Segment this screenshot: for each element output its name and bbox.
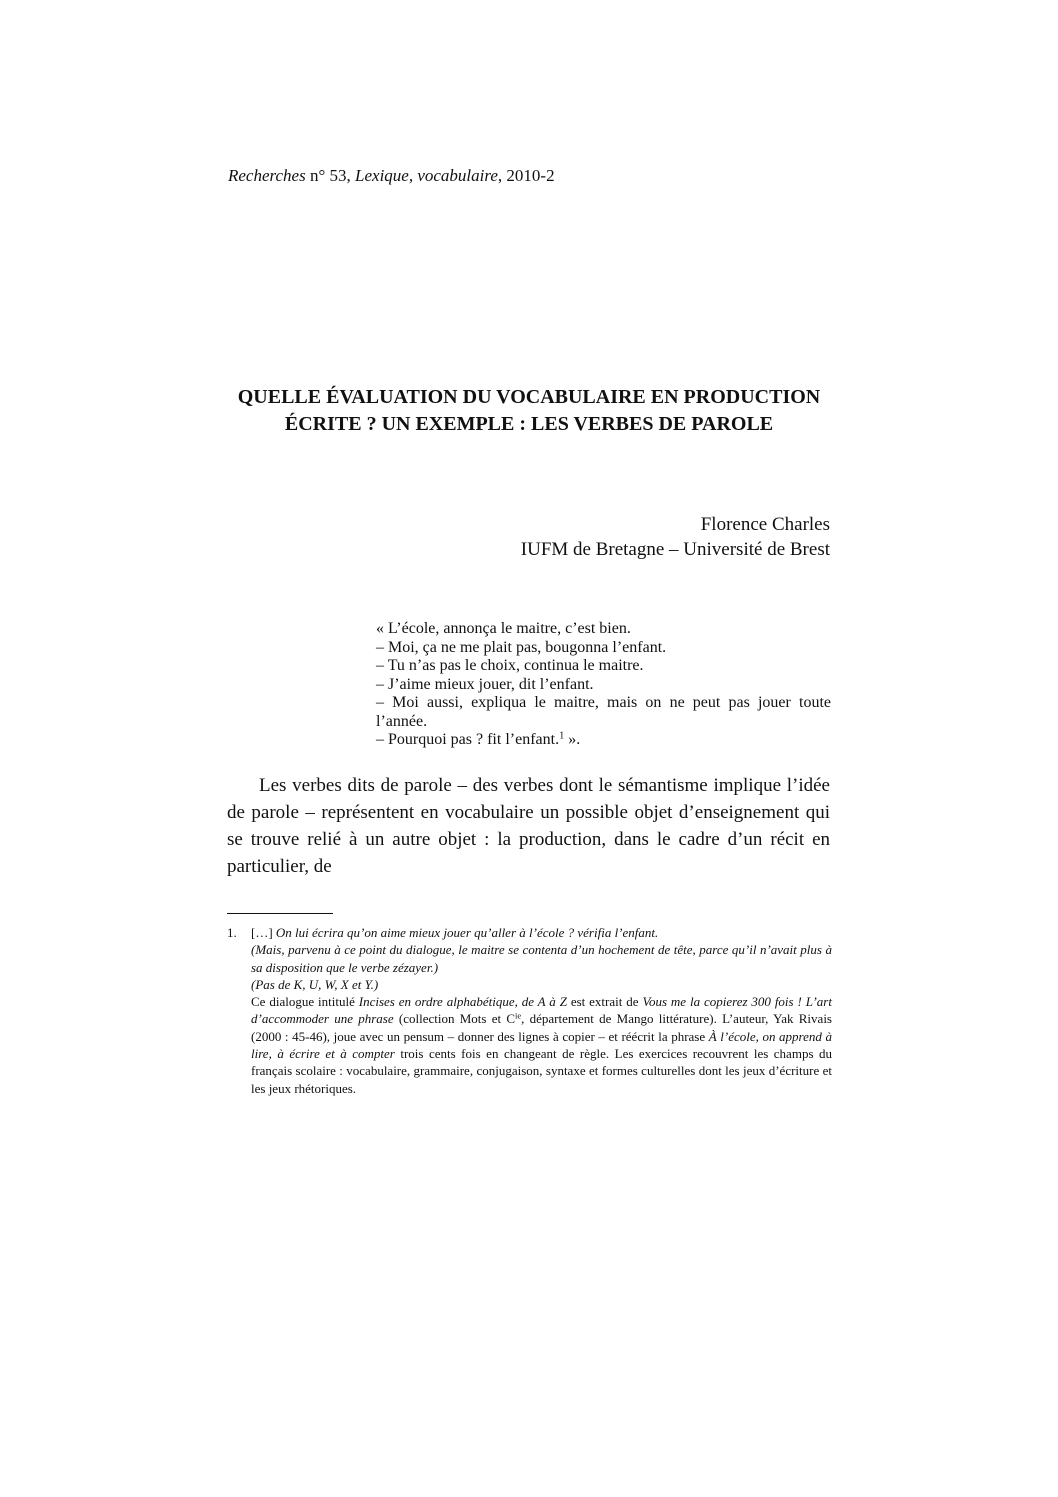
author-block (521, 512, 830, 562)
epigraph-line: – Moi aussi, expliqua le maitre, mais on ne peut pas jouer toute l’année. (376, 694, 831, 730)
footnote-quote-2: (Mais, parvenu à ce point du dialogue, le maitre se contenta d’un hochement de tête, parce qu’il n’avait plus à sa disposition que le verbe zézayer.) (251, 942, 832, 975)
issue-number: n° 53, (305, 166, 356, 185)
title-line-2: ÉCRITE ? UN EXEMPLE : LES VERBES DE PAROLE (284, 413, 774, 435)
footnote-commentary: Ce dialogue intitulé Incises en ordre alphabétique, de A à Z est extrait de Vous me la copierez 300 fois ! L’art d’accommoder une phrase (collection Mots et $C^{ie}$, département de Mango littérature). L’auteur, Yak Rivais (2000 : 45-46), joue avec un pensum – donner des lignes à copier – et réécrit la phrase À l’école, on apprend à lire, à écrire et à compter trois cents fois en changeant de règle. Les exercices recouvrent les champs du français scolaire : vocabulaire, grammaire, conjugaison, syntaxe et formes culturelles dont les jeux d’écriture et les jeux rhétoriques. (251, 994, 832, 1096)
footnote-text (251, 924, 832, 1097)
epigraph-line: – Tu n’as pas le choix, continua le maitre. (376, 657, 644, 674)
footnote (227, 924, 832, 1097)
epigraph-line: – Moi, ça ne me plait pas, bougonna l’enfant. (376, 638, 667, 656)
running-header (228, 166, 555, 186)
author-affiliation: IUFM de Bretagne – Université de Brest (520, 539, 830, 560)
epigraph (376, 620, 831, 750)
footnote-number: 1. (227, 925, 237, 940)
author-name: Florence Charles (700, 514, 830, 535)
journal-name: Recherches (228, 166, 306, 185)
footnote-quote-3: (Pas de K, U, W, X et Y.) (251, 976, 379, 992)
footnote-ref[interactable]: 1 (559, 730, 565, 742)
footnote-quote-1: […] On lui écrira qu’on aime mieux jouer qu’aller à l’école ? vérifia l’enfant. (251, 925, 659, 940)
epigraph-line: – J’aime mieux jouer, dit l’enfant. (376, 675, 594, 693)
issue-theme: Lexique, vocabulaire (355, 166, 498, 185)
issue-year: , 2010-2 (497, 166, 555, 185)
epigraph-last-line: – Pourquoi pas ? fit l’enfant.$^1$ ». (376, 730, 581, 748)
body-paragraph: Les verbes dits de parole – des verbes dont le sémantisme implique l’idée de parole – représentent en vocabulaire un possible objet d’enseignement qui se trouve relié à un autre objet : la production, dans le cadre d’un récit en particulier, de (227, 775, 830, 877)
footnote-separator (227, 913, 333, 914)
title-line-1: QUELLE ÉVALUATION DU VOCABULAIRE EN PRODUCTION (237, 386, 821, 408)
article-title (150, 384, 908, 438)
epigraph-line: « L’école, annonça le maitre, c’est bien. (376, 620, 631, 637)
